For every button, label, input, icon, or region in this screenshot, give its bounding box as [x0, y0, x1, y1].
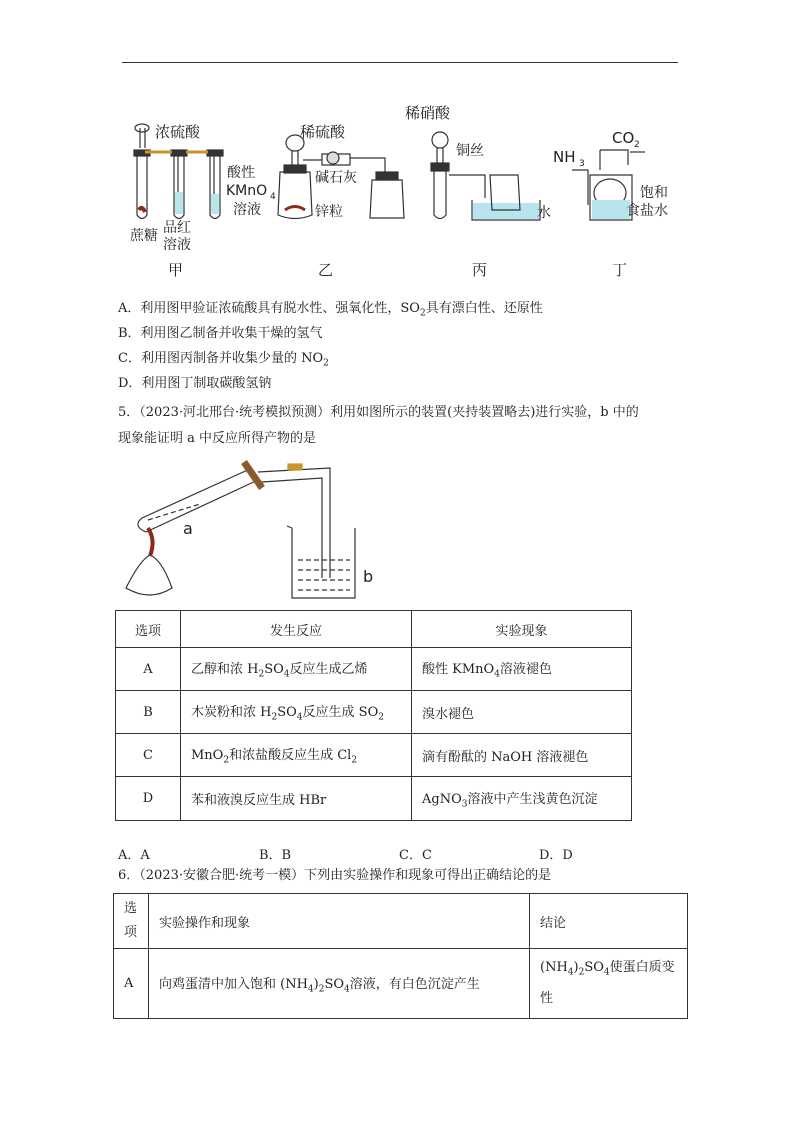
option-cell: B — [116, 691, 181, 734]
label-saturated: 饱和 — [640, 185, 668, 201]
q5-stem-line2: 现象能证明 a 中反应所得产物的是 — [118, 431, 317, 446]
label-kmno4: KMnO — [226, 183, 268, 199]
reaction-cell: 木炭粉和浓 $H_2SO_4$反应生成 $SO_2$ — [181, 691, 412, 734]
q4-option-a: A．利用图甲验证浓硫酸具有脱水性、强氧化性，$SO_2$具有漂白性、还原性 — [118, 301, 543, 319]
q6-table-header — [114, 894, 688, 949]
phenomenon-cell: AgNO$_3$溶液中产生浅黄色沉淀 — [412, 777, 632, 821]
table-row — [116, 734, 632, 777]
conclusion-cell: $(NH_4)_2SO_4$使蛋白质变 性 — [530, 949, 688, 1019]
q4-option-d: D．利用图丁制取碳酸氢钠 — [118, 376, 272, 391]
label-acidic: 酸性 — [227, 165, 255, 181]
label-zinc: 锌粒 — [315, 204, 343, 220]
phenomenon-cell: 酸性 KMnO$_4$溶液褪色 — [412, 648, 632, 691]
q6-table — [113, 893, 688, 1019]
reaction-cell: MnO$_2$和浓盐酸反应生成 $Cl_2$ — [181, 734, 412, 777]
label-yi: 乙 — [318, 261, 334, 279]
label-jia: 甲 — [168, 261, 184, 279]
label-bing: 丙 — [472, 261, 488, 279]
label-copper-wire: 铜丝 — [456, 143, 484, 159]
header-operation: 实验操作和现象 — [149, 894, 530, 949]
q5-stem-line1: 5．（2023·河北邢台·统考模拟预测）利用如图所示的装置(夹持装置略去)进行实验，b 中的 — [118, 405, 639, 420]
label-co2: CO — [612, 129, 635, 147]
header-phenomenon: 实验现象 — [412, 611, 632, 648]
option-cell: D — [116, 777, 181, 821]
table-row — [114, 949, 688, 1019]
header-reaction: 发生反应 — [181, 611, 412, 648]
option-cell: A — [116, 648, 181, 691]
label-b: b — [363, 567, 374, 586]
label-sucrose: 蔗糖 — [130, 228, 158, 244]
q4-option-b: B．利用图乙制备并收集干燥的氢气 — [118, 326, 323, 341]
label-pinhong-solution: 溶液 — [163, 237, 191, 253]
header-option: 选项 — [116, 611, 181, 648]
option-cell: C — [116, 734, 181, 777]
label-conc-h2so4: 浓硫酸 — [155, 123, 201, 141]
label-pinhong: 品红 — [163, 220, 191, 236]
label-soda-lime: 碱石灰 — [315, 170, 357, 186]
q5-table — [115, 610, 632, 821]
q5-answer-a: A．A — [118, 848, 150, 863]
q4-option-c: C．利用图丙制备并收集少量的 $NO_2$ — [118, 351, 329, 369]
label-co2-sub: 2 — [634, 140, 640, 150]
label-ding: 丁 — [612, 261, 628, 279]
label-water: 水 — [537, 205, 551, 221]
label-nh3: NH — [553, 148, 576, 166]
header-option: 选 项 — [114, 894, 149, 949]
label-kmno4-sub: 4 — [270, 192, 276, 202]
header-conclusion: 结论 — [530, 894, 688, 949]
q6-stem: 6．（2023·安徽合肥·统考一模）下列由实验操作和现象可得出正确结论的是 — [118, 868, 552, 883]
label-dilute-h2so4: 稀硫酸 — [300, 123, 346, 141]
table-row — [116, 777, 632, 821]
table-row — [116, 691, 632, 734]
q5-table-header — [116, 611, 632, 648]
reaction-cell: 苯和液溴反应生成 HBr — [181, 777, 412, 821]
label-dilute-hno3: 稀硝酸 — [405, 104, 451, 122]
label-a: a — [183, 519, 193, 538]
operation-cell: 向鸡蛋清中加入饱和 $(NH_4)_2SO_4$溶液，有白色沉淀产生 — [149, 949, 530, 1019]
table-row — [116, 648, 632, 691]
phenomenon-cell: 滴有酚酞的 NaOH 溶液褪色 — [412, 734, 632, 777]
label-solution: 溶液 — [233, 202, 261, 218]
label-brine: 食盐水 — [626, 203, 668, 219]
reaction-cell: 乙醇和浓 $H_2SO_4$反应生成乙烯 — [181, 648, 412, 691]
q5-answer-c: C．C — [399, 848, 432, 863]
q5-answer-b: B．B — [259, 848, 292, 863]
q5-answer-d: D．D — [539, 848, 573, 863]
option-cell: A — [114, 949, 149, 1019]
phenomenon-cell: 溴水褪色 — [412, 691, 632, 734]
label-nh3-sub: 3 — [579, 159, 585, 169]
